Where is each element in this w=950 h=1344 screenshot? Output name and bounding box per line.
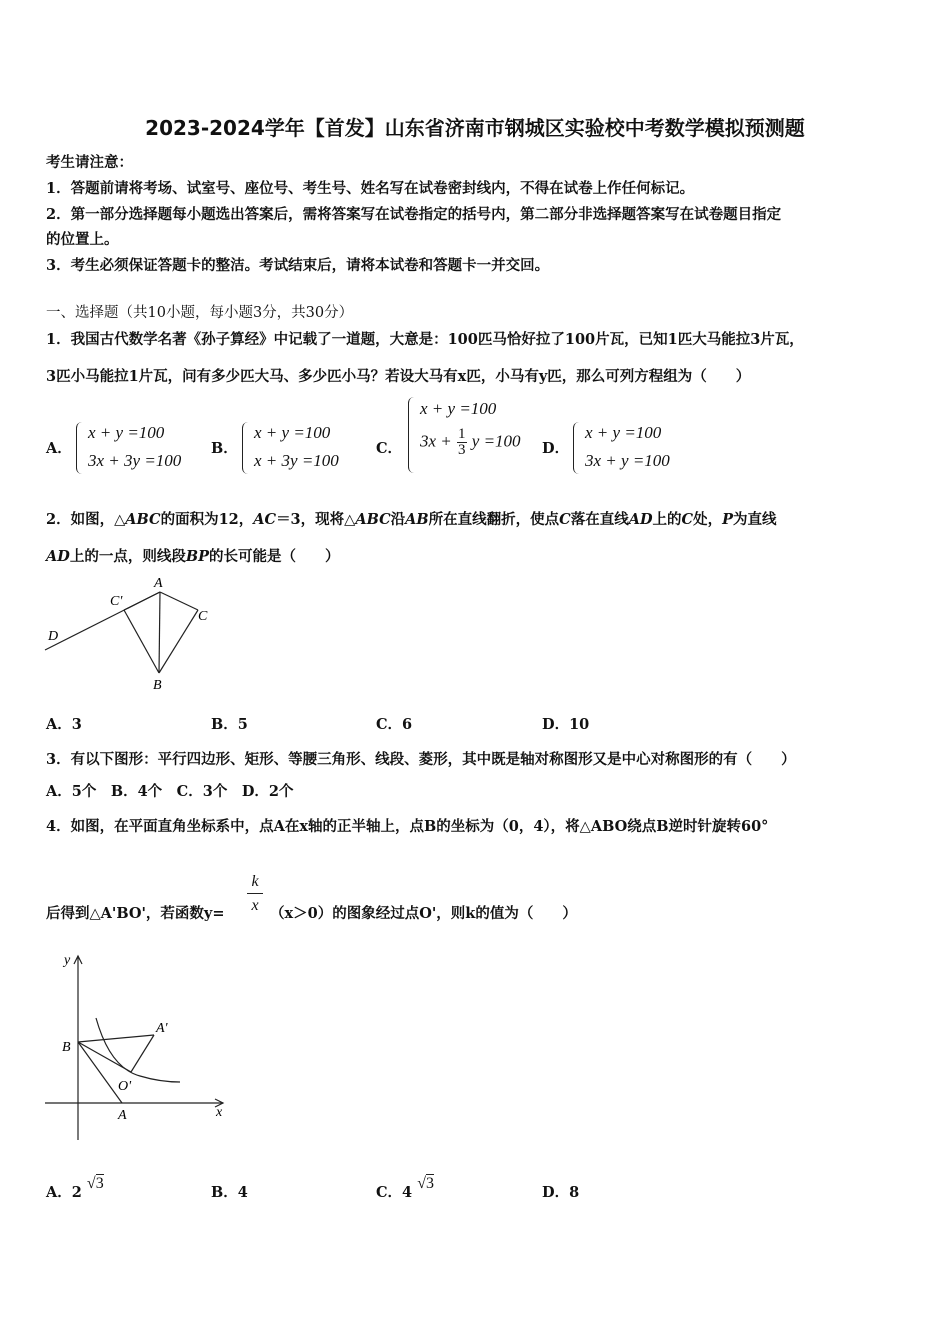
segment-ba-prime <box>78 1035 154 1042</box>
text: 的长可能是（ ） <box>209 548 340 565</box>
segment-ab <box>159 592 160 673</box>
option-label: A．2 <box>46 1184 82 1201</box>
math: BP <box>185 548 209 565</box>
text: 所在直线翻折，使点 <box>428 511 560 528</box>
q4-line2-tail: （x＞0）的图象经过点O'，则k的值为（ ） <box>270 905 577 922</box>
math: AD <box>46 548 70 565</box>
q2-option-d: D．10 <box>542 716 590 733</box>
math: C <box>681 511 694 528</box>
notice-item: 的位置上。 <box>46 231 119 248</box>
q2-option-a: A．3 <box>46 716 82 733</box>
section-heading: 一、选择题（共10小题，每小题3分，共30分） <box>46 305 354 321</box>
text: ＝3，现将△ <box>276 511 356 528</box>
math: AB <box>405 511 429 528</box>
segment-a-prime-o-prime <box>131 1035 154 1072</box>
q4-fraction <box>247 874 263 914</box>
q1-option-d-system <box>573 422 693 476</box>
fraction-numerator: 1 <box>458 426 466 442</box>
label-a: A <box>154 576 163 591</box>
q4-option-a <box>46 1175 104 1202</box>
text: 为直线 <box>732 511 777 528</box>
math: P <box>722 511 733 528</box>
notice-heading: 考生请注意： <box>46 154 133 171</box>
equation-part: y =100 <box>471 431 521 451</box>
segment-c-prime-b <box>124 610 159 673</box>
label-b: B <box>62 1040 71 1055</box>
segment-bo-prime <box>78 1042 131 1072</box>
q1-option-b-system <box>242 422 362 476</box>
text: 上的一点，则线段 <box>69 548 186 565</box>
q4-figure <box>40 948 240 1148</box>
fraction <box>457 427 467 458</box>
q4-option-d: D．8 <box>542 1184 580 1201</box>
segment-ba <box>78 1042 122 1103</box>
q1-line2: 3匹小马能拉1片瓦，问有多少匹大马、多少匹小马？若设大马有x匹，小马有y匹，那么可列方程组为（ ） <box>46 368 751 385</box>
radicand: 3 <box>425 1175 434 1192</box>
segment-c-prime-a <box>124 592 160 610</box>
q1-option-a-label: A． <box>46 440 72 457</box>
equation-part: 3x + <box>420 431 452 451</box>
fraction-numerator: k <box>247 874 263 894</box>
label-b: B <box>153 678 162 693</box>
text: 2．如图，△ <box>46 511 126 528</box>
math: AD <box>628 511 653 528</box>
equation: x + 3y =100 <box>254 451 339 470</box>
text: 处， <box>693 511 723 528</box>
text: 沿 <box>390 511 406 528</box>
text: 的面积为12， <box>160 511 254 528</box>
q4-option-c <box>376 1175 434 1202</box>
label-c-prime: C' <box>110 594 123 609</box>
math: C <box>559 511 571 528</box>
notice-item: 2．第一部分选择题每小题选出答案后，需将答案写在试卷指定的括号内，第二部分非选择题答案写在试卷题目指定 <box>46 206 782 223</box>
radicand: 3 <box>95 1175 104 1192</box>
math: ABC <box>355 511 391 528</box>
equation: 3x + y =100 <box>585 451 670 470</box>
q1-option-c-label: C． <box>376 440 403 457</box>
q1-line1: 1．我国古代数学名著《孙子算经》中记载了一道题，大意是：100匹马恰好拉了100片瓦，已知1匹大马能拉3片瓦， <box>46 331 804 348</box>
q4-line2 <box>46 902 225 923</box>
q2-figure <box>40 570 230 695</box>
fraction-denominator: 3 <box>458 442 466 458</box>
label-c: C <box>198 609 208 624</box>
q2-line1 <box>46 508 776 529</box>
sqrt-radical: √3 <box>417 1175 434 1192</box>
q3-options: A．5个 B．4个 C．3个 D．2个 <box>46 783 294 800</box>
equation: x + y =100 <box>88 423 165 442</box>
notice-item: 1．答题前请将考场、试室号、座位号、考生号、姓名写在试卷密封线内，不得在试卷上作任何标记。 <box>46 180 695 197</box>
page-title: 2023-2024学年【首发】山东省济南市钢城区实验校中考数学模拟预测题 <box>145 116 805 140</box>
notice-item: 3．考生必须保证答题卡的整洁。考试结束后，请将本试卷和答题卡一并交回。 <box>46 257 550 274</box>
equation <box>420 427 521 458</box>
segment-ac <box>160 592 198 610</box>
equation: x + y =100 <box>585 423 662 442</box>
label-a-prime: A' <box>156 1021 168 1036</box>
math: AC <box>253 511 277 528</box>
option-label: C．4 <box>376 1184 413 1201</box>
label-y: y <box>64 953 71 968</box>
equation: 3x + 3y =100 <box>88 451 182 470</box>
q1-option-c-system <box>408 397 538 475</box>
q4-line1: 4．如图，在平面直角坐标系中，点A在x轴的正半轴上，点B的坐标为（0，4），将△ABO绕点B逆时针旋转60° <box>46 818 769 835</box>
q2-line2 <box>46 545 340 566</box>
label-d: D <box>48 629 59 644</box>
q2-option-b: B．5 <box>211 716 248 733</box>
text: 上的 <box>652 511 682 528</box>
equation: x + y =100 <box>254 423 331 442</box>
q3-line1: 3．有以下图形：平行四边形、矩形、等腰三角形、线段、菱形，其中既是轴对称图形又是中心对称图形的有（ ） <box>46 751 796 768</box>
label-o-prime: O' <box>118 1079 132 1094</box>
equation: x + y =100 <box>420 399 497 418</box>
text: 落在直线 <box>570 511 629 528</box>
q1-option-d-label: D． <box>542 440 570 457</box>
sqrt-radical: √3 <box>86 1175 104 1192</box>
math: ABC <box>125 511 161 528</box>
segment-cb <box>159 610 198 673</box>
fraction-denominator: x <box>251 897 259 914</box>
q1-option-b-label: B． <box>211 440 238 457</box>
q4-option-b: B．4 <box>211 1184 248 1201</box>
text: 后得到△A'BO'，若函数y= <box>46 905 225 922</box>
q1-option-a-system <box>76 422 196 476</box>
label-a: A <box>118 1108 127 1123</box>
q2-option-c: C．6 <box>376 716 413 733</box>
label-x: x <box>216 1105 223 1120</box>
